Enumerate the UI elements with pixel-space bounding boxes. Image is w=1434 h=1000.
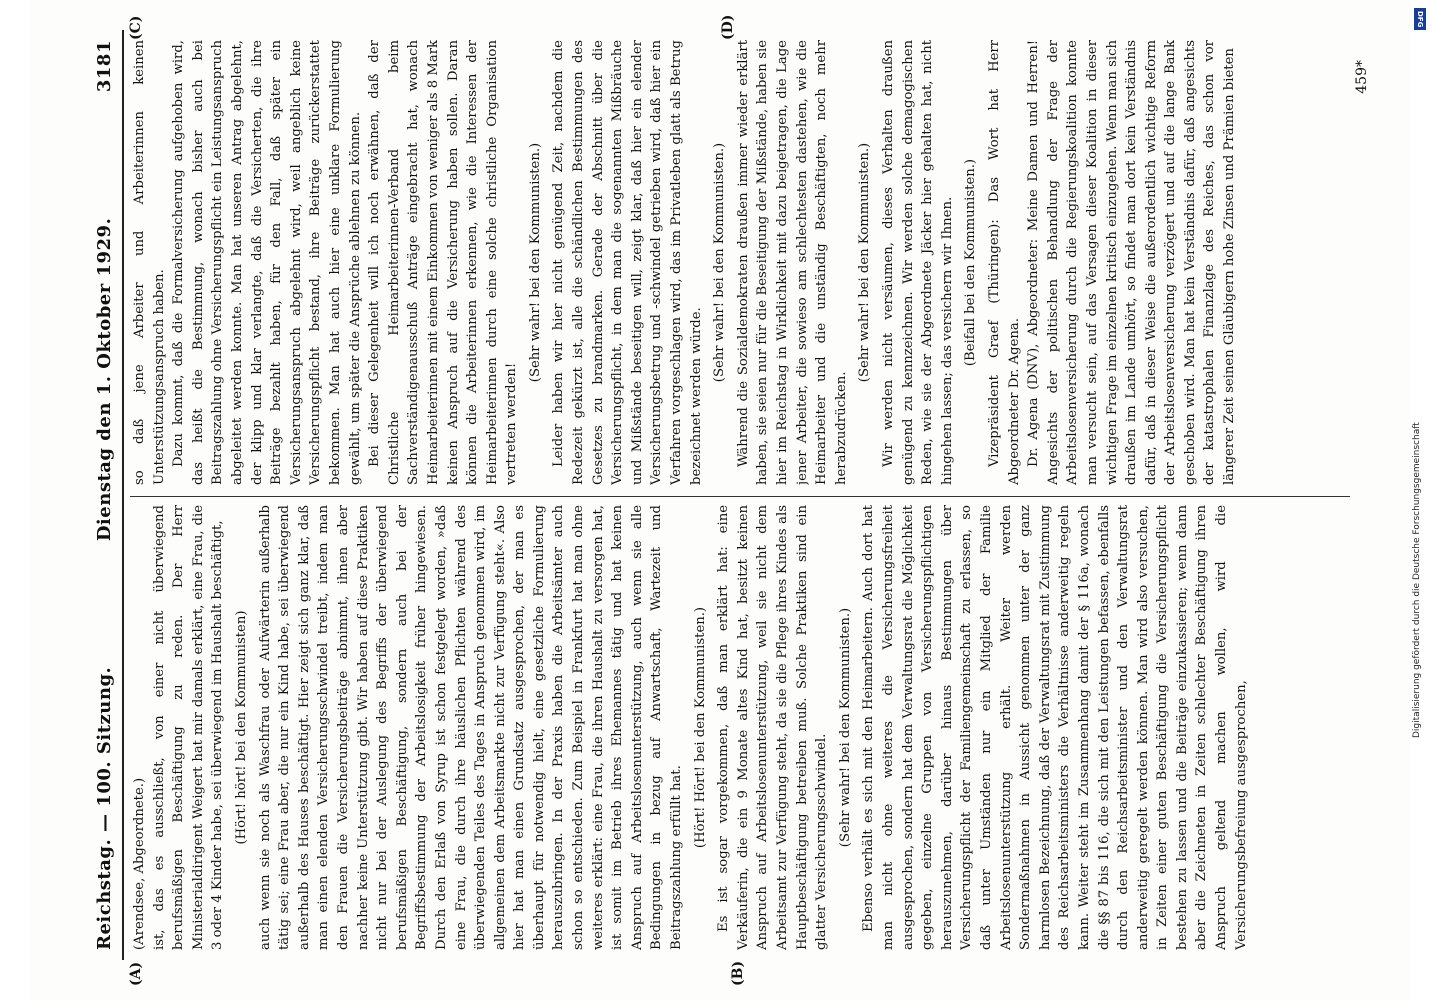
margin-label-a: (A): [128, 961, 144, 986]
margin-label-d: (D): [720, 14, 736, 40]
column-divider: [130, 496, 1350, 497]
footer-number: 459*: [1354, 60, 1370, 94]
paragraph: Dazu kommt, daß die Formalversicherung aufgehoben wird, das heißt die Bestimmung, wonach bisher auch bei Beitragszahlung ohne Versicherungspflicht ein Leistungsanspruch abgeleitet werden konnte. Man hat unseren Antrag abgelehnt, der klipp und klar verlangte, daß die Versicherten, die ihre Beiträge bezahlt haben, für den Fall, daß später ein Versicherungsanspruch abgelehnt wird, weil angeblich keine Versicherungspflicht bestand, ihre Beiträge zurückerstattet bekommen. Man hat auch hier eine unklare Formulierung gewählt, um später die Ansprüche ablehnen zu können.: [171, 40, 363, 485]
paragraph: Ebenso verhält es sich mit den Heimarbeitern. Auch dort hat man nicht ohne weiteres die Versicherungsfreiheit ausgesprochen, sondern hat dem Verwaltungsrat die Möglichkeit gegeben, einzelne Gruppen von Versicherungspflichtigen herauszunehmen, darüber hinaus Bestimmungen über Versicherungspflicht der Familiengemeinschaft zu erlassen, so daß unter Umständen nur ein Mitglied der Familie Arbeitslosenunterstützung erhält. Weiter werden Sondermaßnahmen in Aussicht genommen unter der ganz harmlosen Bezeichnung, daß der Verwaltungsrat mit Zustimmung des Reichsarbeitsministers die Verhältnisse anderweitig regeln kann. Weiter steht im Zusammenhang damit der § 116a, wonach die §§ 87 bis 116, die sich mit den Leistungen befassen, ebenfalls durch den Reichsarbeitsminister und den Verwaltungsrat anderweitig geregelt werden können. Man wird also versuchen, in Zeiten einer guten Beschäftigung die Versicherungspflicht bestehen zu lassen und die Beiträge einzukassieren; wenn dann aber die Zeichneten in Zeiten schlechter Beschäftigung ihren Anspruch geltend machen wollen, wird die Versicherungsbefreiung ausgesprochen,: [861, 505, 1249, 950]
header-rule: [122, 30, 124, 960]
interjection: (Sehr wahr! bei den Kommunisten.): [712, 142, 728, 383]
interjection: (Hört! Hört! bei den Kommunisten.): [692, 606, 708, 849]
credit-text: Digitalisierung gefördert durch die Deutsche Forschungsgemeinschaft: [1412, 422, 1422, 738]
paragraph: Es ist sogar vorgekommen, daß man erklärt hat: eine Verkäuferin, die ein 9 Monate altes Kind hat, besitzt keinen Anspruch auf Arbeitslosenunterstützung, weil sie nicht dem Arbeitsamt zur Verfügung steht, da sie die Pflege ihres Kindes als Hauptbeschäftigung betreiben muß. Solche Praktiken sind ein glatter Versicherungsschwindel.: [716, 505, 830, 950]
header-date: Dienstag den 1. Oktober 1929.: [93, 217, 115, 542]
margin-label-b: (B): [730, 960, 746, 986]
left-column: [130, 505, 1350, 950]
interjection: (Beifall bei den Kommunisten.): [963, 158, 979, 367]
interjection: (Sehr wahr! bei den Kommunisten.): [527, 142, 543, 383]
paragraph: Wir werden nicht versäumen, dieses Verhalten draußen genügend zu kennzeichnen. Wir werden solche demagogischen Reden, wie sie der Abgeordnete Jäcker hier gehalten hat, nicht hingehen lassen; das versichern wir Ihnen.: [880, 40, 955, 485]
paragraph: Vizepräsident Graef (Thüringen): Das Wort hat Herr Abgeordneter Dr. Agena.: [986, 40, 1022, 485]
paragraph: ist, das es ausschließt, von einer nicht überwiegend berufsmäßigen Beschäftigung zu reden. Der Herr Ministerialdirigent Weigert hat mir damals erklärt, eine Frau, die 3 oder 4 Kinder habe, sei überwiegend im Haushalt beschäftigt,: [151, 505, 226, 950]
paragraph: Bei dieser Gelegenheit will ich noch erwähnen, daß der Christliche Heimarbeiterinnen-Verband beim Sachverständigenausschuß Anträge eingebracht hat, wonach Heimarbeiterinnen mit einem Einkommen von weniger als 8 Mark keinen Anspruch auf die Versicherung haben sollen. Daran können die Arbeiterinnen erkennen, wie die Interessen der Heimarbeiterinnen durch eine solche christliche Organisation vertreten werden!: [367, 40, 520, 485]
paragraph: auch wenn sie noch als Waschfrau oder Aufwärterin außerhalb tätig sei; eine Frau aber, die nur ein Kind habe, sei überwiegend außerhalb des Hauses beschäftigt. Hier zeigt sich ganz klar, daß man einen elenden Versicherungsschwindel treibt, indem man den Frauen die Versicherungsbeiträge abnimmt, ihnen aber nachher keine Unterstützung gibt. Wir haben auf diese Praktiken nicht nur bei der Auslegung des Begriffs der überwiegend berufsmäßigen Beschäftigung, sondern auch bei der Begriffsbestimmung der Arbeitslosigkeit früher hingewiesen. Durch den Erlaß von Syrup ist schon festgelegt worden, »daß eine Frau, die durch ihre häuslichen Pflichten während des überwiegenden Teiles des Tages in Anspruch genommen wird, im allgemeinen dem Arbeitsmarkte nicht zur Verfügung steht«. Also hier hat man einen Grundsatz ausgesprochen, der man es überhaupt für notwendig hielt, eine gesetzliche Formulierung herauszubringen. In der Praxis haben die Arbeitsämter auch schon so entschieden. Zum Beispiel in Frankfurt hat man ohne weiteres erklärt: eine Frau, die ihren Haushalt zu versorgen hat, ist somit im Betrieb ihres Ehemannes tätig und hat keinen Anspruch auf Arbeitslosenunterstützung, auch wenn sie alle Bedingungen in bezug auf Anwartschaft, Wartezeit und Beitragszahlung erfüllt hat.: [257, 505, 685, 950]
interjection: (Sehr wahr! bei den Kommunisten.): [857, 142, 873, 383]
paragraph: Leider haben wir hier nicht genügend Zeit, nachdem die Redezeit gekürzt ist, alle die schändlichen Bestimmungen des Gesetzes zu brandmarken. Gerade der Abschnitt über die Versicherungspflicht, in dem man die sogenannten Mißbräuche und Mißstände beseitigen will, zeigt klar, daß hier ein elender Versicherungsbetrug und -schwindel getrieben wird, daß hier ein Verfahren vorgeschlagen wird, das im Privatleben glatt als Betrug bezeichnet werden würde.: [551, 40, 704, 485]
paragraph: so daß jene Arbeiter und Arbeiterinnen keinen Unterstützungsanspruch haben.: [132, 40, 167, 485]
scanned-page: [30, 0, 1410, 1000]
paragraph: Während die Sozialdemokraten draußen immer wieder erklärt haben, sie seien nur für die Beseitigung der Mißstände, haben sie hier im Reichstag in Wirklichkeit mit dazu beigetragen, die Lage jener Arbeiter, die sowieso am schlechtesten dastehen, wie die Heimarbeiter und die unständig Beschäftigten, noch mehr herabzudrücken.: [735, 40, 849, 485]
speaker-line: (Arendsee, Abgeordnete.): [132, 777, 147, 950]
dfg-logo: DFG: [1414, 8, 1426, 30]
page-header: [90, 0, 118, 1000]
interjection: (Hört! hört! bei den Kommunisten): [233, 610, 249, 845]
header-left: Reichstag. — 100. Sitzung.: [93, 666, 115, 950]
digitization-credit: [1412, 8, 1430, 988]
interjection: (Sehr wahr! bei den Kommunisten.): [837, 607, 853, 848]
paragraph: Dr. Agena (DNV), Abgeordneter: Meine Damen und Herren! Angesichts der politischen Behandlung der Frage der Arbeitslosenversicherung durch die Regierungskoalition konnte man versucht sein, auf das Versagen dieser Koalition in dieser wichtigen Frage im einzelnen kritisch einzugehen. Wenn man sich draußen im Lande umhört, so findet man dort kein Verständnis dafür, daß in dieser Weise die außerordentlich wichtige Reform der Arbeitslosenversicherung verzögert und auf die lange Bank geschoben wird. Man hat kein Verständnis dafür, daß angesichts der katastrophalen Finanzlage des Reiches, das schon vor längerer Zeit seinen Gläubigern hohe Zinsen und Prämien bieten: [1026, 40, 1238, 485]
right-column: [130, 40, 1350, 485]
margin-label-c: (C): [128, 15, 144, 40]
page-number: 3181: [93, 40, 115, 93]
